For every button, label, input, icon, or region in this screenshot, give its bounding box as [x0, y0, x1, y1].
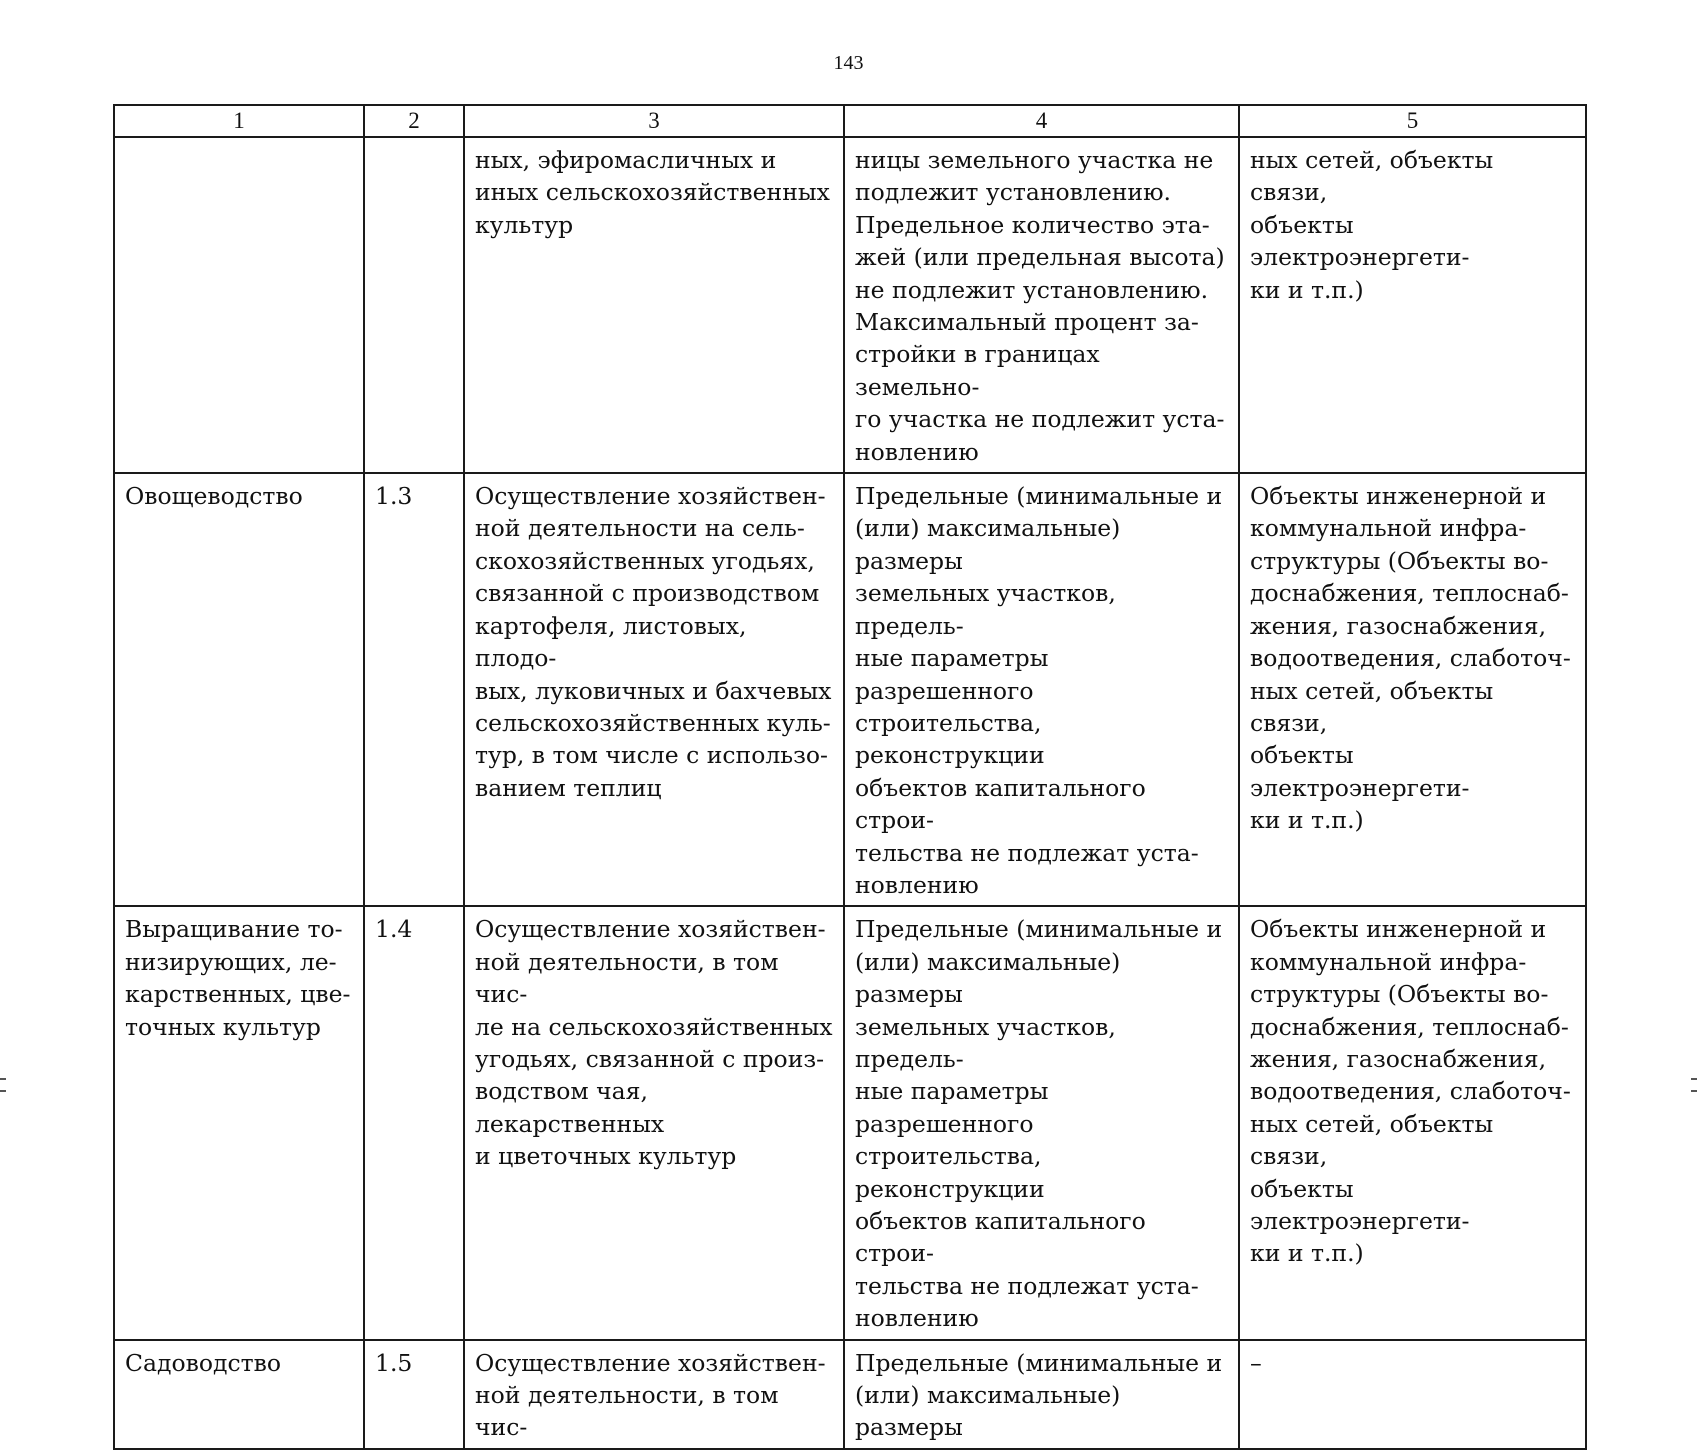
table-row — [114, 473, 1586, 906]
cell-description: Осуществление хозяйствен- ной деятельности, в том чис- — [464, 1340, 844, 1449]
cell-parameters: Предельные (минимальные и (или) максимальные) размеры земельных участков, предель- ные параметры разрешенного строительства, реконструкции объектов капитального строи- тельства не подлежат уста- новлению — [844, 906, 1239, 1339]
table-row — [114, 1340, 1586, 1449]
cell-auxiliary: ных сетей, объекты связи, объекты электроэнергети- ки и т.п.) — [1239, 137, 1586, 473]
cell-code: 1.4 — [364, 906, 464, 1339]
table-row — [114, 906, 1586, 1339]
cell-auxiliary: Объекты инженерной и коммунальной инфра- структуры (Объекты во- доснабжения, теплоснаб- жения, газоснабжения, водоотведения, слаботоч- ных сетей, объекты связи, объекты электроэнергети- ки и т.п.) — [1239, 906, 1586, 1339]
cell-name: Выращивание то- низирующих, ле- карственных, цве- точных культур — [114, 906, 364, 1339]
cell-name: Садоводство — [114, 1340, 364, 1449]
cell-auxiliary: – — [1239, 1340, 1586, 1449]
scan-edge-mark — [0, 1090, 6, 1092]
scan-edge-mark — [1691, 1090, 1697, 1092]
header-row — [114, 105, 1586, 137]
cell-description: Осуществление хозяйствен- ной деятельности, в том чис- ле на сельскохозяйственных угодьях, связанной с произ- водством чая, лекарственных и цветочных культур — [464, 906, 844, 1339]
cell-code — [364, 137, 464, 473]
cell-name — [114, 137, 364, 473]
scan-edge-mark — [1691, 1078, 1697, 1080]
cell-code: 1.5 — [364, 1340, 464, 1449]
cell-code: 1.3 — [364, 473, 464, 906]
land-use-table — [113, 104, 1587, 1450]
header-col-3: 3 — [464, 105, 844, 137]
scan-edge-mark — [0, 1078, 6, 1080]
header-col-2: 2 — [364, 105, 464, 137]
cell-parameters: Предельные (минимальные и (или) максимальные) размеры земельных участков, предель- ные параметры разрешенного строительства, реконструкции объектов капитального строи- тельства не подлежат уста- новлению — [844, 473, 1239, 906]
header-col-1: 1 — [114, 105, 364, 137]
cell-parameters: ницы земельного участка не подлежит установлению. Предельное количество эта- жей (или предельная высота) не подлежит установлению. Максимальный процент за- стройки в границах земельно- го участка не подлежит уста- новлению — [844, 137, 1239, 473]
header-col-4: 4 — [844, 105, 1239, 137]
cell-name: Овощеводство — [114, 473, 364, 906]
page-number: 143 — [833, 52, 864, 74]
cell-auxiliary: Объекты инженерной и коммунальной инфра- структуры (Объекты во- доснабжения, теплоснаб- жения, газоснабжения, водоотведения, слаботоч- ных сетей, объекты связи, объекты электроэнергети- ки и т.п.) — [1239, 473, 1586, 906]
header-col-5: 5 — [1239, 105, 1586, 137]
cell-parameters: Предельные (минимальные и (или) максимальные) размеры — [844, 1340, 1239, 1449]
cell-description: ных, эфиромасличных и иных сельскохозяйственных культур — [464, 137, 844, 473]
table-row-continuation — [114, 137, 1586, 473]
cell-description: Осуществление хозяйствен- ной деятельности на сель- скохозяйственных угодьях, связанной с производством картофеля, листовых, плодо- вых, луковичных и бахчевых сельскохозяйственных куль- тур, в том числе с использо- ванием теплиц — [464, 473, 844, 906]
